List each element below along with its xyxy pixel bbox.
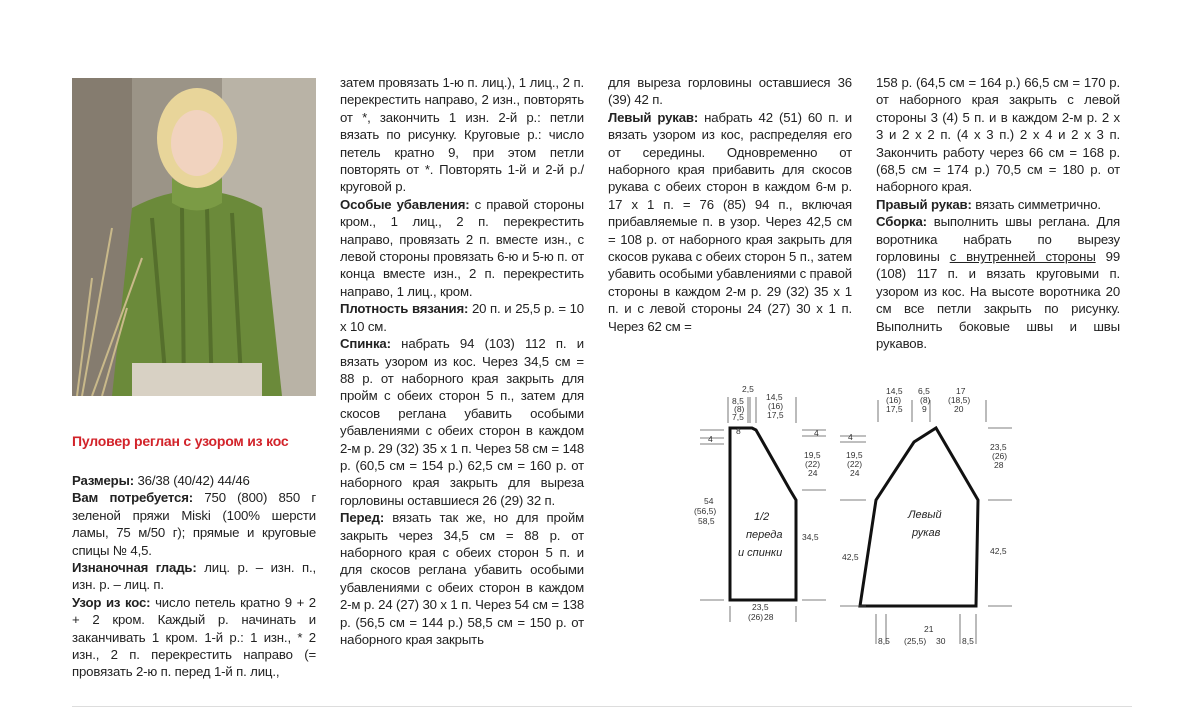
dim-b-left-4: 4 <box>708 434 713 444</box>
dim-b-top-f: (16) <box>768 401 784 411</box>
front-paragraph: Перед: вязать так же, но для пройм закрыть через 34,5 см = 88 р. от наборного края с обеих сторон 5 п. и для скосов реглана убавить особыми убавлениями с обеих сторон в каждом 2-м р. 24 (27) 30 х 1 п. Через 54 см = 138 р. (56,5 см = 144 р.) 58,5 см = 150 р. от наборного края закрыть <box>340 510 584 647</box>
dim-s-right-a: 23,5 <box>990 442 1007 452</box>
assembly-paragraph: Сборка: выполнить швы реглана. Для воротника набрать по вырезу горловины с внутренней стороны 99 (108) 117 п. и вязать круговыми п. узором из кос. На высоте воротника 20 см все петли закрыть по рисунку. Выполнить боковые швы и швы рукавов. <box>876 214 1121 352</box>
dim-b-top-e: 14,5 <box>766 392 783 402</box>
dim-s-top-f: 9 <box>922 404 927 414</box>
dim-s-top-h: (18,5) <box>948 395 971 405</box>
dim-b-bottom-c: 28 <box>764 612 774 622</box>
dim-s-top-g: 17 <box>956 386 966 396</box>
dim-b-left-a: 54 <box>704 496 714 506</box>
pattern-title: Пуловер реглан с узором из кос <box>72 433 289 449</box>
dim-b-mark-8: 8 <box>736 426 741 436</box>
footer-rule <box>72 706 1132 707</box>
dim-s-left-c: 24 <box>850 468 860 478</box>
dim-b-top-b: 8,5 <box>732 396 744 406</box>
dim-s-left-a: 19,5 <box>846 450 863 460</box>
text-column-2 <box>340 74 584 648</box>
dim-b-left-c: 58,5 <box>698 516 715 526</box>
dim-s-top-i: 20 <box>954 404 964 414</box>
dim-b-top-a: 2,5 <box>742 384 754 394</box>
dim-s-top-b: (16) <box>886 395 902 405</box>
dim-s-bottom-l: 8,5 <box>878 636 890 646</box>
dim-b-right-c: 24 <box>808 468 818 478</box>
cable-continued-paragraph: затем провязать 1-ю п. лиц.), 1 лиц., 2 п. перекрестить направо, 2 изн., повторять от *, закончить 1 изн. 2-й р.: петли вязать по рисунку. Круговые р.: число петель кратно 9, при этом петли повторять от *. Повторять 1-й и 2-й р./круговой р. <box>340 75 584 195</box>
front-continued-paragraph: для выреза горловины оставшиеся 36 (39) 42 п. <box>608 75 852 108</box>
sleeve-piece-label-2: рукав <box>912 527 941 539</box>
cable-pattern-paragraph: Узор из кос: число петель кратно 9 + 2 + 2 кром. Каждый р. начинать и заканчивать 1 кром. 1-й р.: 1 изн., * 2 изн., 2 п. перекрестить направо (= провязать 2-ю п. перед 1-й п. лиц., <box>72 594 316 680</box>
dim-b-right-b: (22) <box>805 459 821 469</box>
dim-s-top-c: 17,5 <box>886 404 903 414</box>
dim-s-right-c: 28 <box>994 460 1004 470</box>
dim-s-left-b: (22) <box>847 459 863 469</box>
dim-b-right-4: 4 <box>814 428 819 438</box>
text-column-3 <box>608 74 852 335</box>
back-paragraph: Спинка: набрать 94 (103) 112 п. и вязать узором из кос. Через 34,5 см = 88 р. от наборного края закрыть для пройм с обеих сторон 5 п., затем для скосов реглана убавить особыми убавлениями с обеих сторон в каждом 2-м р. 29 (32) 35 х 1 п. Через 58 см = 148 р. (60,5 см = 154 р.) 62,5 см = 160 р. от наборного края закрыть для выреза горловины оставшиеся 26 (29) 32 п. <box>340 336 584 508</box>
dim-s-left-4: 4 <box>848 432 853 442</box>
dim-s-bottom-c: 30 <box>936 636 946 646</box>
special-decreases-paragraph: Особые убавления: с правой стороны кром., 1 лиц., 2 п. перекрестить направо, провязать 2 п. вместе изн., с левой стороны провязать 6-ю и 5-ю п. от конца вместе изн., 2 п. перекрестить направо, 1 лиц., кром. <box>340 196 584 299</box>
dim-s-right-b: (26) <box>992 451 1008 461</box>
dim-b-top-c: (8) <box>734 404 745 414</box>
gauge-paragraph: Плотность вязания: 20 п. и 25,5 р. = 10 х 10 см. <box>340 301 584 334</box>
purl-stitch-paragraph: Изнаночная гладь: лиц. р. – изн. п., изн. р. – лиц. п. <box>72 560 316 593</box>
dim-b-bottom-a: 23,5 <box>752 602 769 612</box>
dim-b-right-a: 19,5 <box>804 450 821 460</box>
body-piece-label-2: переда <box>746 529 783 541</box>
dim-s-top-a: 14,5 <box>886 386 903 396</box>
sleeve-continued-paragraph: 158 р. (64,5 см = 164 р.) 66,5 см = 170 р. от наборного края закрыть с левой стороны 3 (4) 5 п. и в каждом 2-м р. 2 х 3 и 2 х 2 п. (4 х 3 п.) 2 х 4 и 2 х 3 п. Закончить работу через 66 см = 168 р. (68,5 см = 174 р.) 70,5 см = 180 р. от наборного края. <box>876 75 1120 195</box>
dim-s-bottom-b: (25,5) <box>904 636 927 646</box>
body-piece-label-1: 1/2 <box>754 511 770 523</box>
sleeve-piece-label-1: Левый <box>908 509 942 521</box>
left-sleeve-paragraph: Левый рукав: набрать 42 (51) 60 п. и вязать узором из кос, распределяя его от середины. Одновременно от наборного края прибавить для скосов рукава с обеих сторон в каждом 6-м р. 17 х 1 п. = 76 (85) 94 п., включая прибавляемые п. в узор. Через 42,5 см = 108 р. от наборного края закрыть для скосов рукава с обеих сторон 5 п., затем убавить особыми убавлениями с правой стороны в каждом 2-м р. 29 (32) 35 х 1 п. и с левой стороны 24 (27) 30 х 1 п. Через 62 см = <box>608 109 852 334</box>
text-column-1 <box>72 472 316 681</box>
dim-b-left-b: (56,5) <box>694 506 717 516</box>
body-piece-label-3: и спинки <box>738 547 783 559</box>
dim-s-bottom-r: 8,5 <box>962 636 974 646</box>
right-sleeve-paragraph: Правый рукав: вязать симметрично. <box>876 196 1101 212</box>
text-column-4 <box>876 74 1120 353</box>
dim-b-top-g: 17,5 <box>767 410 784 420</box>
materials-paragraph: Вам потребуется: 750 (800) 850 г зеленой пряжи Miski (100% шерсти ламы, 75 м/50 г); прямые и круговые спицы № 4,5. <box>72 490 317 558</box>
dim-s-left-d: 42,5 <box>842 552 859 562</box>
dim-s-bottom-a: 21 <box>924 624 934 634</box>
sizes-paragraph: Размеры: 36/38 (40/42) 44/46 <box>72 473 250 488</box>
model-photo <box>72 78 316 396</box>
pattern-schematic <box>690 378 1030 668</box>
dim-s-right-d: 42,5 <box>990 546 1007 556</box>
dim-s-top-e: (8) <box>920 395 931 405</box>
dim-b-right-d: 34,5 <box>802 532 819 542</box>
dim-b-top-d: 7,5 <box>732 412 744 422</box>
dim-s-top-d: 6,5 <box>918 386 930 396</box>
dim-b-bottom-b: (26) <box>748 612 764 622</box>
